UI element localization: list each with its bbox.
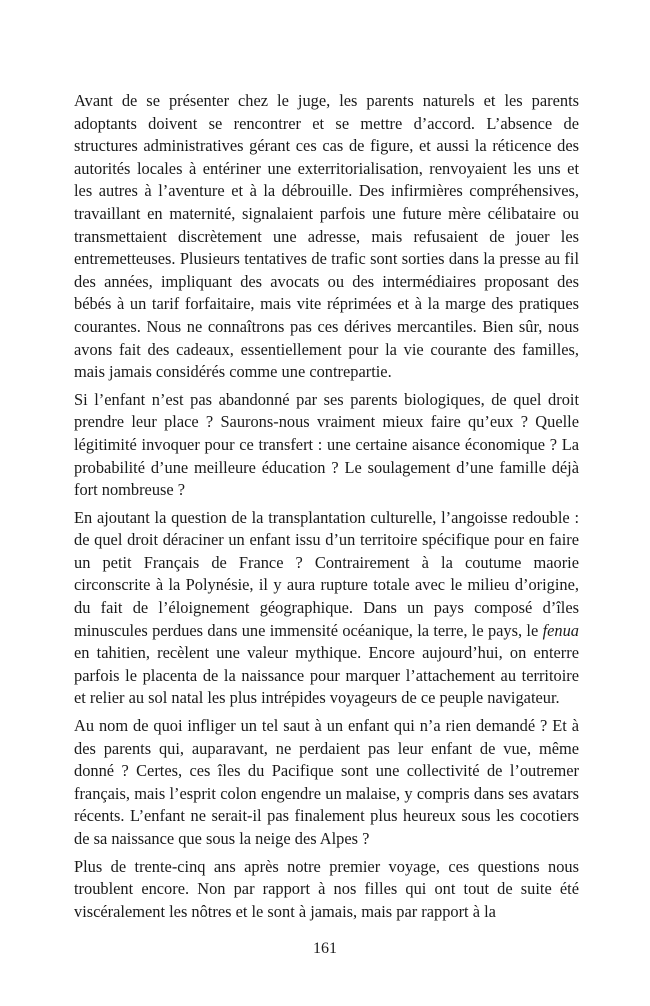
- body-text: [74, 90, 579, 923]
- paragraph-4: Au nom de quoi infliger un tel saut à un enfant qui n’a rien demandé ? Et à des parents qui, auparavant, ne perdaient pas leur enfant de vue, même donné ? Certes, ces îles du Pacifique sont une collectivité de l’outremer français, mais l’esprit colon engendre un malaise, y compris dans ses avatars récents. L’enfant ne serait-il pas finalement plus heureux sous les cocotiers de sa naissance que sous la neige des Alpes ?: [74, 716, 579, 848]
- paragraph-3: [74, 507, 579, 710]
- italic-term-fenua: fenua: [542, 620, 579, 640]
- paragraph-3-end: en tahitien, recèlent une valeur mythique. Encore aujourd’hui, on enterre parfois le placenta de la naissance pour marquer l’attachement au territoire et relier au sol natal les plus intrépides voyageurs de ce peuple navigateur.: [74, 643, 579, 708]
- paragraph-1: Avant de se présenter chez le juge, les parents naturels et les parents adoptants doivent se rencontrer et se mettre d’accord. L’absence de structures administratives gérant ces cas de figure, et aussi la réticence des autorités locales à entériner une exterritorialisation, renvoyaient les uns et les autres à l’aventure et à la débrouille. Des infirmières compréhensives, travaillant en maternité, signalaient parfois une future mère célibataire ou transmettaient discrètement une adresse, mais refusaient de jouer les entremetteuses. Plusieurs tentatives de trafic sont sorties dans la presse au fil des années, impliquant des avocats ou des intermédiaires proposant des bébés à un tarif forfaitaire, mais vite réprimées et à la marge des pratiques courantes. Nous ne connaîtrons pas ces dérives mercantiles. Bien sûr, nous avons fait des cadeaux, essentiellement pour la vie courante des familles, mais jamais considérés comme une contrepartie.: [74, 91, 579, 382]
- paragraph-2: Si l’enfant n’est pas abandonné par ses parents biologiques, de quel droit prendre leur place ? Saurons-nous vraiment mieux faire qu’eux ? Quelle légitimité invoquer pour ce transfert : une certaine aisance économique ? La probabilité d’une meilleure éducation ? Le soulagement d’une famille déjà fort nombreuse ?: [74, 389, 579, 500]
- paragraph-3-start: En ajoutant la question de la transplantation culturelle, l’angoisse redouble : de quel droit déraciner un enfant issu d’un territoire spécifique pour en faire un petit Français de France ? Contrairement à la coutume maorie circonscrite à la Polynésie, il y aura rupture totale avec le milieu d’origine, du fait de l’éloignement géographique. Dans un pays composé d’îles minuscules perdues dans une immensité océanique, la terre, le pays, le: [74, 507, 579, 640]
- paragraph-5: Plus de trente-cinq ans après notre premier voyage, ces questions nous troublent encore. Non par rapport à nos filles qui ont tout de suite été viscéralement les nôtres et le sont à jamais, mais par rapport à la: [74, 856, 579, 921]
- page-number: 161: [313, 940, 337, 957]
